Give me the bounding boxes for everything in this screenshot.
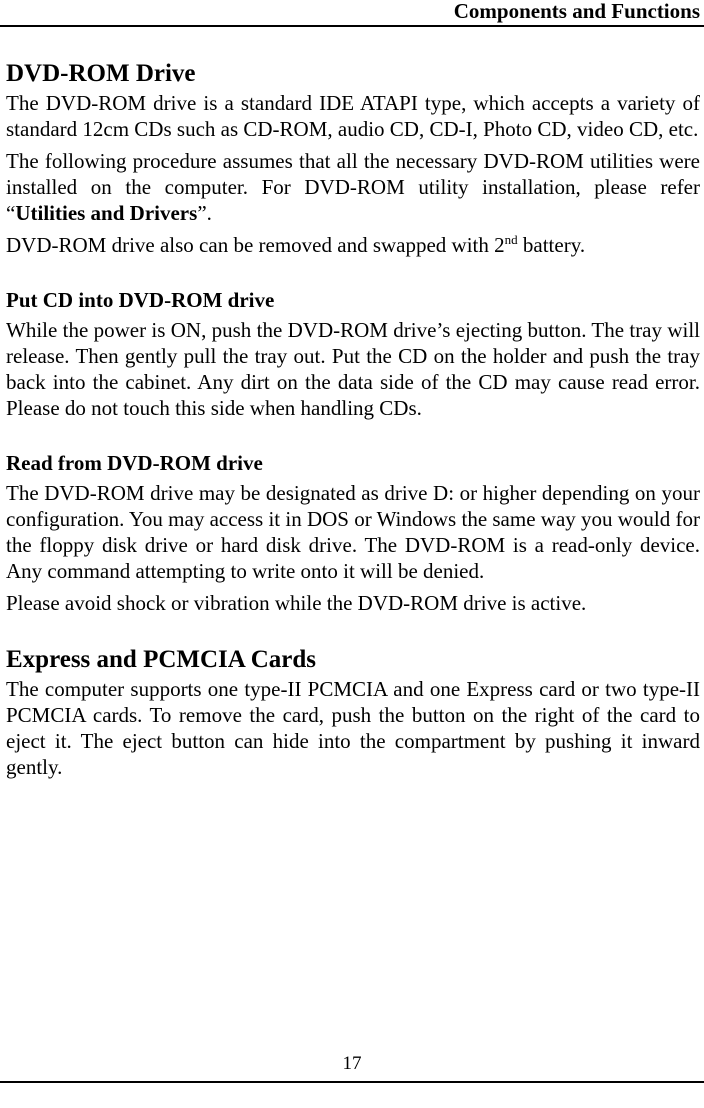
put-cd-paragraph: While the power is ON, push the DVD-ROM drive’s ejecting button. The tray will release. Then gently pull the tray out. Put the CD on the holder and push the tray back into the cabinet. Any dirt on the data side of the CD may cause read error. Please do not touch this side when handling CDs. [6,318,700,420]
dvd-utilities-text-end: ”. [197,201,212,225]
dvd-swap-text: DVD-ROM drive also can be removed and swapped with 2 [6,233,505,257]
express-pcmcia-paragraph: The computer supports one type-II PCMCIA and one Express card or two type-II PCMCIA cards. To remove the card, push the button on the right of the card to eject it. The eject button can hide into the compartment by pushing it inward gently. [6,677,700,779]
dvd-swap-superscript: nd [504,232,518,247]
dvd-utilities-paragraph [6,148,700,226]
page-content [6,58,700,780]
dvd-utilities-text: The following procedure assumes that all the necessary DVD-ROM utilities were installed on the computer. For DVD-ROM utility installation, please refer “ [6,149,700,225]
put-cd-heading: Put CD into DVD-ROM drive [6,288,275,312]
page-number: 17 [342,1053,362,1074]
page-footer-rule [0,1081,704,1108]
page-header [0,0,704,27]
dvd-swap-paragraph [6,232,700,258]
express-pcmcia-heading: Express and PCMCIA Cards [6,646,316,673]
utilities-and-drivers-reference: Utilities and Drivers [15,201,198,225]
header-title: Components and Functions [453,0,700,23]
read-dvd-heading: Read from DVD-ROM drive [6,451,263,475]
read-dvd-caution-paragraph: Please avoid shock or vibration while the DVD-ROM drive is active. [6,591,587,615]
read-dvd-paragraph: The DVD-ROM drive may be designated as drive D: or higher depending on your configuration. You may access it in DOS or Windows the same way you would for the floppy disk drive or hard disk drive. The DVD-ROM is a read-only device. Any command attempting to write onto it will be denied. [6,481,701,583]
dvd-rom-drive-heading: DVD-ROM Drive [6,60,196,87]
dvd-swap-text-end: battery. [517,233,586,257]
dvd-intro-paragraph: The DVD-ROM drive is a standard IDE ATAPI type, which accepts a variety of standard 12cm CDs such as CD-ROM, audio CD, CD-I, Photo CD, video CD, etc. [6,91,700,141]
